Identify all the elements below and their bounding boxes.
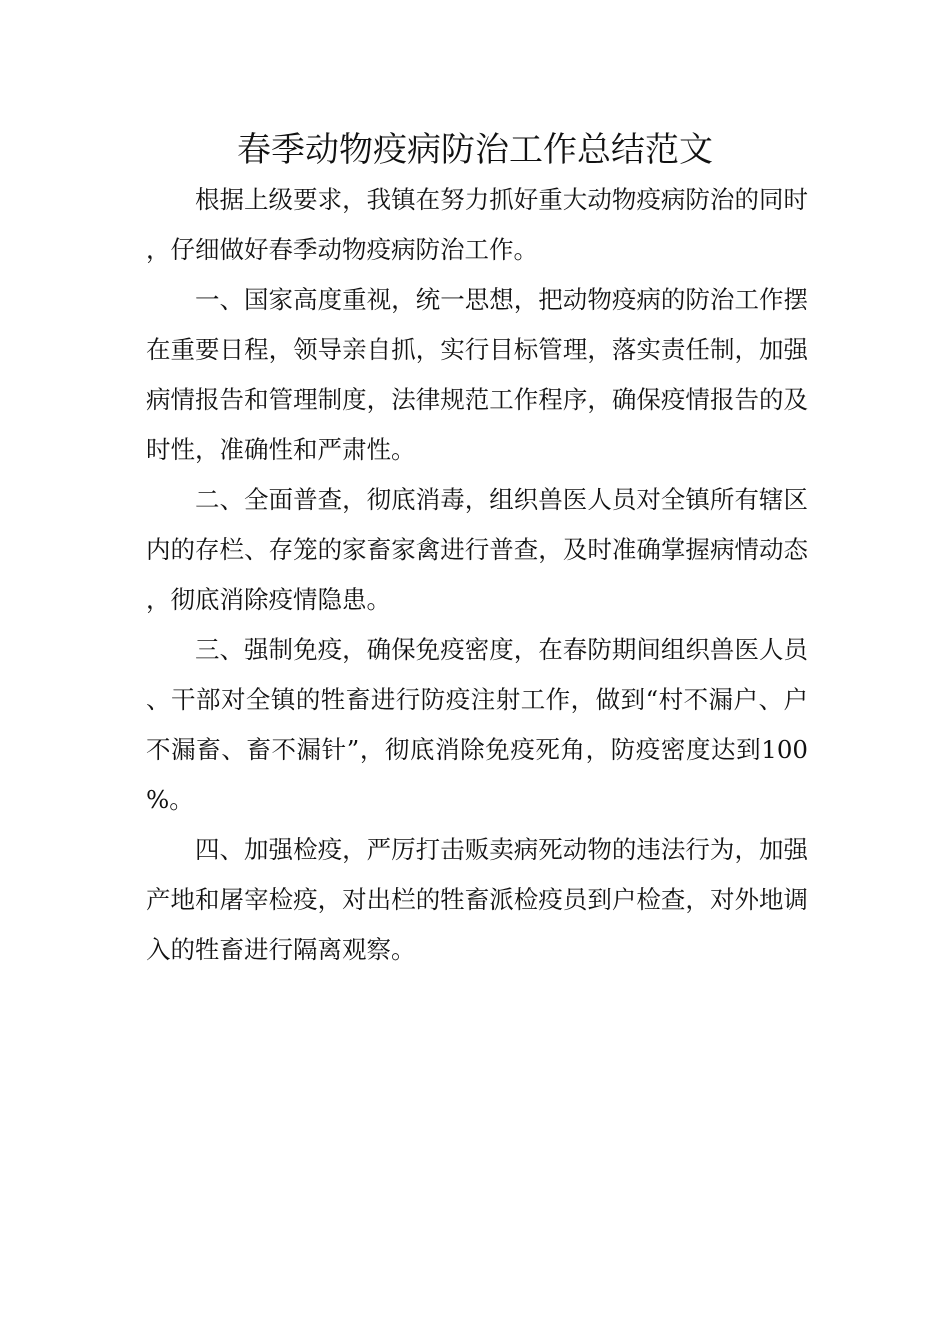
section-1-paragraph: 一、国家高度重视，统一思想，把动物疫病的防治工作摆在重要日程，领导亲自抓，实行目标管理，落实责任制，加强病情报告和管理制度，法律规范工作程序，确保疫情报告的及时性，准确性和严肃性。	[146, 285, 808, 464]
document-title: 春季动物疫病防治工作总结范文	[237, 130, 713, 170]
document-body	[146, 175, 808, 975]
section-2-paragraph: 二、全面普查，彻底消毒，组织兽医人员对全镇所有辖区内的存栏、存笼的家畜家禽进行普查，及时准确掌握病情动态，彻底消除疫情隐患。	[146, 485, 808, 614]
section-3-paragraph: 三、强制免疫，确保免疫密度，在春防期间组织兽医人员、干部对全镇的牲畜进行防疫注射工作，做到“村不漏户、户不漏畜、畜不漏针”，彻底消除免疫死角，防疫密度达到100%。	[146, 635, 808, 814]
section-4-paragraph: 四、加强检疫，严厉打击贩卖病死动物的违法行为，加强产地和屠宰检疫，对出栏的牲畜派检疫员到户检查，对外地调入的牲畜进行隔离观察。	[146, 835, 808, 964]
intro-paragraph: 根据上级要求，我镇在努力抓好重大动物疫病防治的同时，仔细做好春季动物疫病防治工作。	[146, 185, 808, 264]
